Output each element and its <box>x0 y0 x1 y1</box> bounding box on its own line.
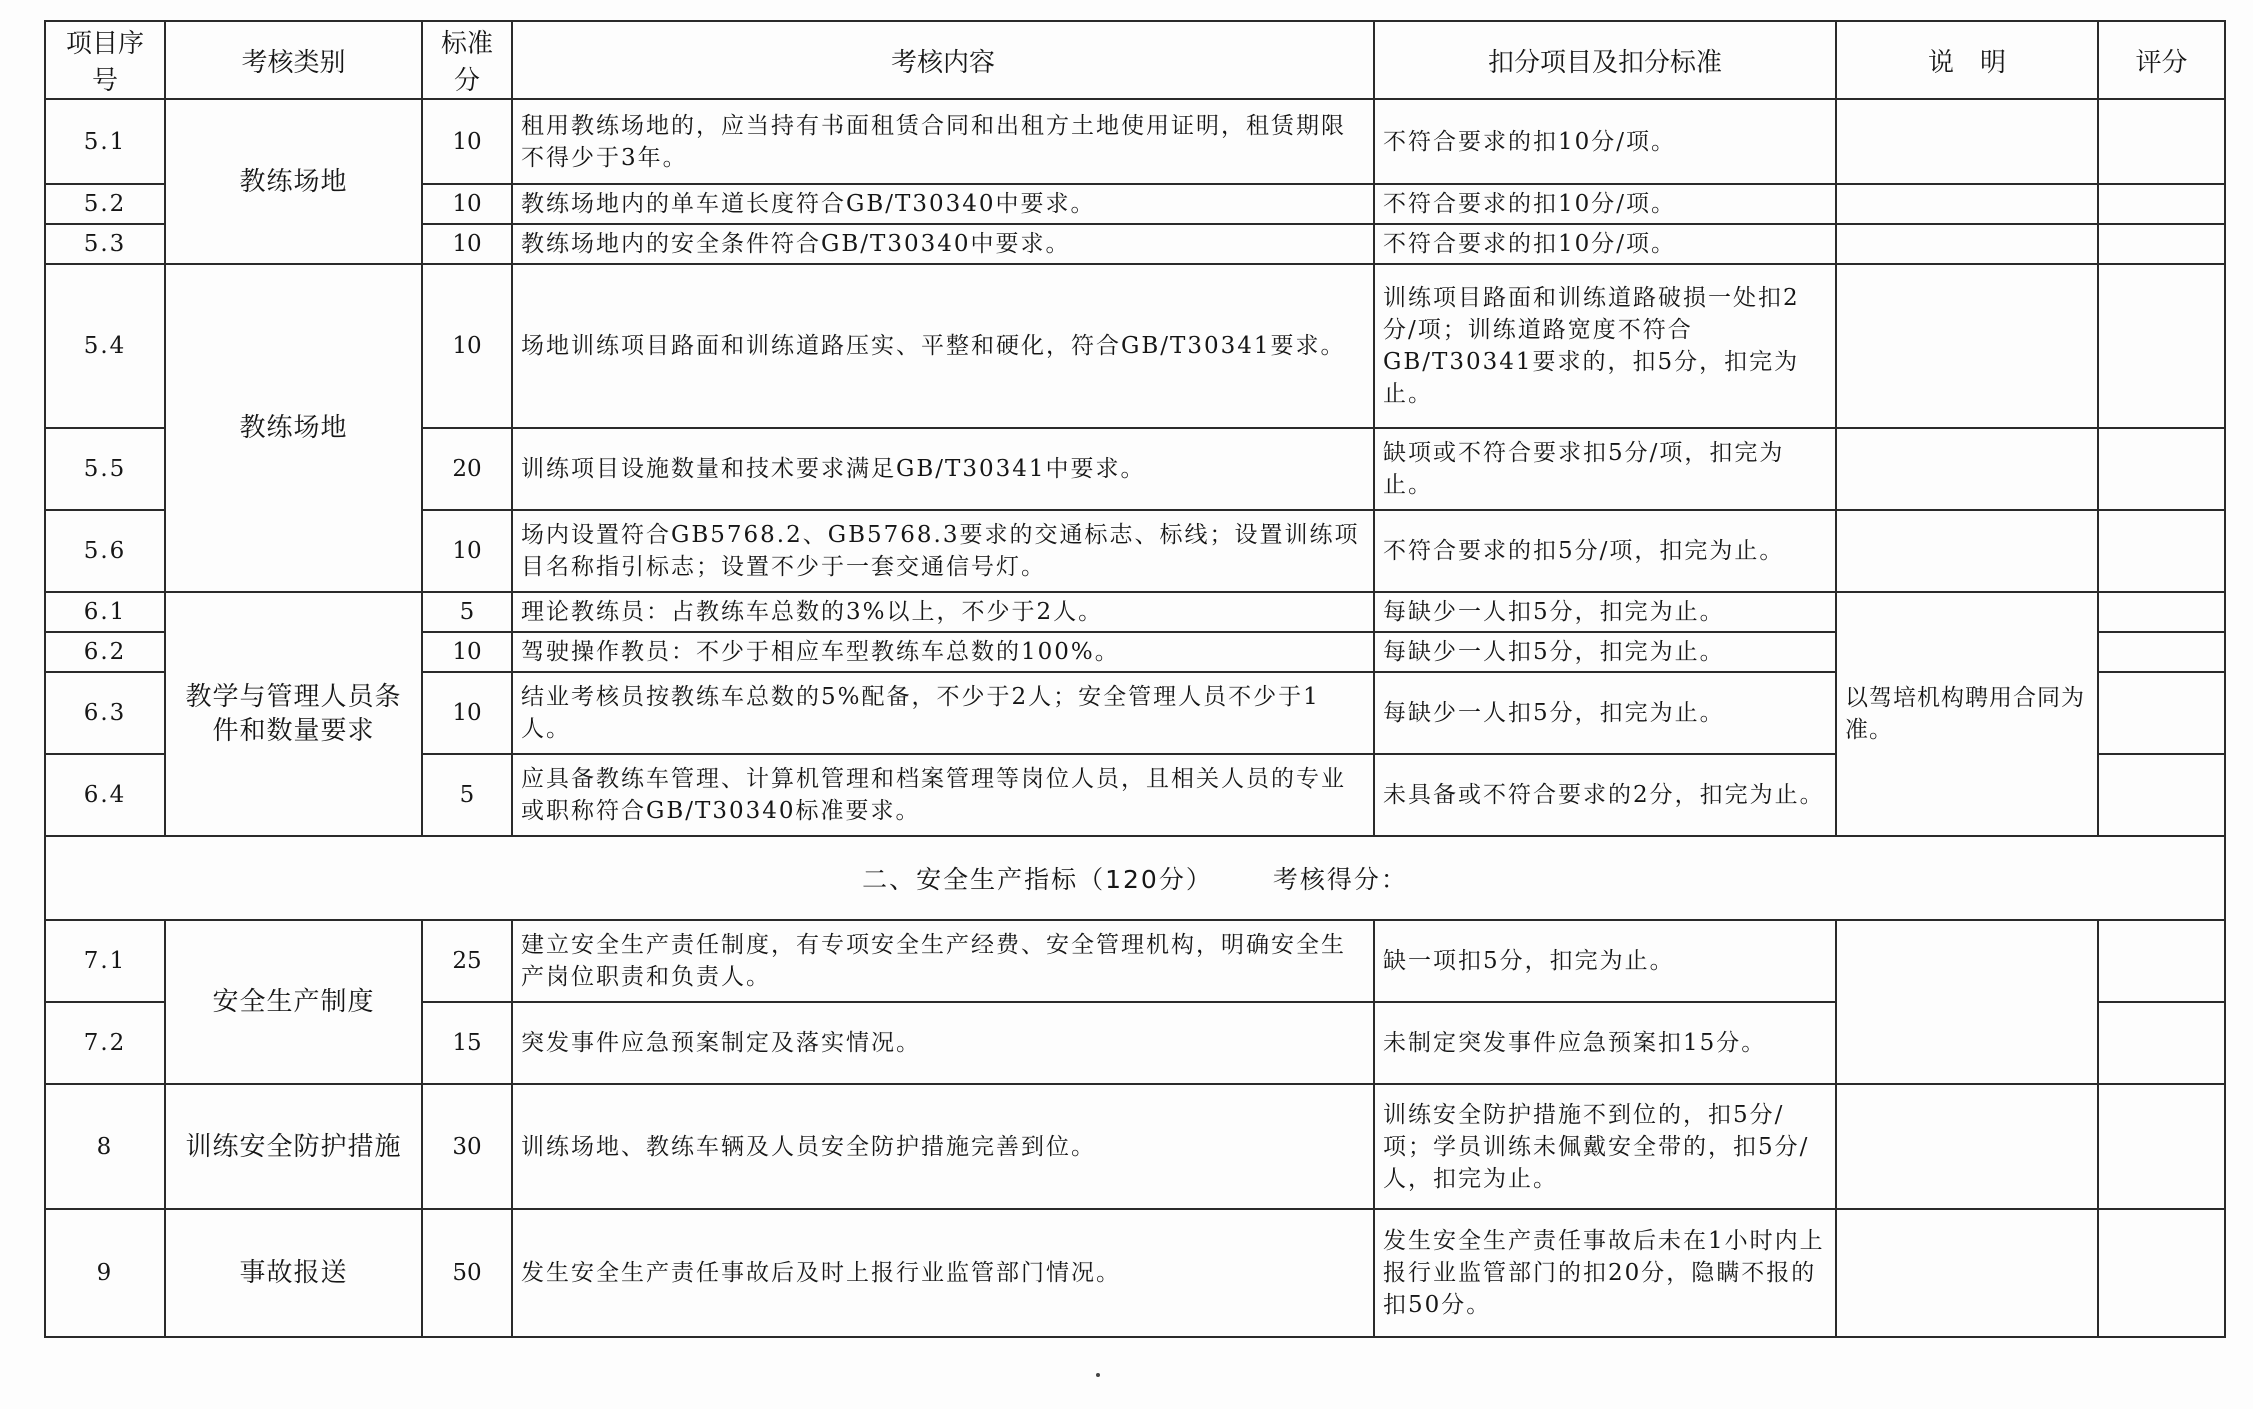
note-cell <box>1836 1084 2098 1209</box>
rating-cell[interactable] <box>2098 428 2225 510</box>
header-item-no: 项目序号 <box>45 21 165 99</box>
deduction-cell: 训练安全防护措施不到位的，扣5分/项；学员训练未佩戴安全带的，扣5分/人，扣完为止。 <box>1374 1084 1836 1209</box>
header-standard-score: 标准分 <box>422 21 512 99</box>
header-rating: 评分 <box>2098 21 2225 99</box>
table-row <box>45 264 2225 428</box>
deduction-cell: 缺一项扣5分，扣完为止。 <box>1374 920 1836 1002</box>
header-row <box>45 21 2225 99</box>
header-content: 考核内容 <box>512 21 1374 99</box>
note-cell <box>1836 1209 2098 1337</box>
score-cell: 25 <box>422 920 512 1002</box>
section-row <box>45 836 2225 920</box>
deduction-cell: 未制定突发事件应急预案扣15分。 <box>1374 1002 1836 1084</box>
content-cell: 训练场地、教练车辆及人员安全防护措施完善到位。 <box>512 1084 1374 1209</box>
item-no-cell: 6.3 <box>45 672 165 754</box>
assessment-table <box>44 20 2226 1338</box>
score-cell: 15 <box>422 1002 512 1084</box>
deduction-cell: 每缺少一人扣5分，扣完为止。 <box>1374 592 1836 632</box>
category-cell: 事故报送 <box>165 1209 422 1337</box>
score-cell: 50 <box>422 1209 512 1337</box>
score-cell: 10 <box>422 224 512 264</box>
score-cell: 30 <box>422 1084 512 1209</box>
score-cell: 10 <box>422 510 512 592</box>
scan-speck <box>1096 1373 1100 1377</box>
category-cell: 教练场地 <box>165 99 422 264</box>
item-no-cell: 8 <box>45 1084 165 1209</box>
content-cell: 结业考核员按教练车总数的5%配备，不少于2人；安全管理人员不少于1人。 <box>512 672 1374 754</box>
content-cell: 场内设置符合GB5768.2、GB5768.3要求的交通标志、标线；设置训练项目名称指引标志；设置不少于一套交通信号灯。 <box>512 510 1374 592</box>
table-row <box>45 592 2225 632</box>
item-no-cell: 5.6 <box>45 510 165 592</box>
rating-cell[interactable] <box>2098 99 2225 184</box>
content-cell: 理论教练员：占教练车总数的3%以上，不少于2人。 <box>512 592 1374 632</box>
deduction-cell: 每缺少一人扣5分，扣完为止。 <box>1374 672 1836 754</box>
score-cell: 10 <box>422 264 512 428</box>
score-cell: 10 <box>422 99 512 184</box>
category-cell: 教学与管理人员条件和数量要求 <box>165 592 422 836</box>
content-cell: 发生安全生产责任事故后及时上报行业监管部门情况。 <box>512 1209 1374 1337</box>
rating-cell[interactable] <box>2098 1209 2225 1337</box>
deduction-cell: 缺项或不符合要求扣5分/项，扣完为止。 <box>1374 428 1836 510</box>
item-no-cell: 6.4 <box>45 754 165 836</box>
deduction-cell: 训练项目路面和训练道路破损一处扣2分/项；训练道路宽度不符合GB/T30341要求的，扣5分，扣完为止。 <box>1374 264 1836 428</box>
score-cell: 20 <box>422 428 512 510</box>
section-score-label: 考核得分： <box>1272 865 1408 894</box>
item-no-cell: 7.2 <box>45 1002 165 1084</box>
deduction-cell: 不符合要求的扣10分/项。 <box>1374 224 1836 264</box>
score-cell: 10 <box>422 672 512 754</box>
content-cell: 教练场地内的单车道长度符合GB/T30340中要求。 <box>512 184 1374 224</box>
rating-cell[interactable] <box>2098 672 2225 754</box>
rating-cell[interactable] <box>2098 510 2225 592</box>
item-no-cell: 5.3 <box>45 224 165 264</box>
rating-cell[interactable] <box>2098 592 2225 632</box>
category-cell: 训练安全防护措施 <box>165 1084 422 1209</box>
rating-cell[interactable] <box>2098 1002 2225 1084</box>
content-cell: 场地训练项目路面和训练道路压实、平整和硬化，符合GB/T30341要求。 <box>512 264 1374 428</box>
score-cell: 10 <box>422 184 512 224</box>
deduction-cell: 未具备或不符合要求的2分，扣完为止。 <box>1374 754 1836 836</box>
deduction-cell: 发生安全生产责任事故后未在1小时内上报行业监管部门的扣20分，隐瞒不报的扣50分。 <box>1374 1209 1836 1337</box>
score-cell: 5 <box>422 754 512 836</box>
deduction-cell: 不符合要求的扣5分/项，扣完为止。 <box>1374 510 1836 592</box>
content-cell: 教练场地内的安全条件符合GB/T30340中要求。 <box>512 224 1374 264</box>
rating-cell[interactable] <box>2098 184 2225 224</box>
content-cell: 应具备教练车管理、计算机管理和档案管理等岗位人员，且相关人员的专业或职称符合GB/T30340标准要求。 <box>512 754 1374 836</box>
category-cell: 安全生产制度 <box>165 920 422 1084</box>
item-no-cell: 5.1 <box>45 99 165 184</box>
section-header <box>45 836 2225 920</box>
item-no-cell: 5.5 <box>45 428 165 510</box>
header-deduction: 扣分项目及扣分标准 <box>1374 21 1836 99</box>
rating-cell[interactable] <box>2098 632 2225 672</box>
rating-cell[interactable] <box>2098 1084 2225 1209</box>
content-cell: 驾驶操作教员：不少于相应车型教练车总数的100%。 <box>512 632 1374 672</box>
item-no-cell: 9 <box>45 1209 165 1337</box>
table-row <box>45 1209 2225 1337</box>
category-cell: 教练场地 <box>165 264 422 592</box>
rating-cell[interactable] <box>2098 224 2225 264</box>
table-row <box>45 920 2225 1002</box>
deduction-cell: 不符合要求的扣10分/项。 <box>1374 99 1836 184</box>
table-row <box>45 99 2225 184</box>
item-no-cell: 5.4 <box>45 264 165 428</box>
content-cell: 突发事件应急预案制定及落实情况。 <box>512 1002 1374 1084</box>
note-cell <box>1836 920 2098 1084</box>
note-cell: 以驾培机构聘用合同为准。 <box>1836 592 2098 836</box>
header-note: 说 明 <box>1836 21 2098 99</box>
rating-cell[interactable] <box>2098 264 2225 428</box>
note-cell <box>1836 264 2098 428</box>
item-no-cell: 6.2 <box>45 632 165 672</box>
content-cell: 训练项目设施数量和技术要求满足GB/T30341中要求。 <box>512 428 1374 510</box>
header-category: 考核类别 <box>165 21 422 99</box>
deduction-cell: 不符合要求的扣10分/项。 <box>1374 184 1836 224</box>
table-row <box>45 1084 2225 1209</box>
content-cell: 建立安全生产责任制度，有专项安全生产经费、安全管理机构，明确安全生产岗位职责和负责人。 <box>512 920 1374 1002</box>
rating-cell[interactable] <box>2098 920 2225 1002</box>
note-cell <box>1836 99 2098 184</box>
content-cell: 租用教练场地的，应当持有书面租赁合同和出租方土地使用证明，租赁期限不得少于3年。 <box>512 99 1374 184</box>
item-no-cell: 6.1 <box>45 592 165 632</box>
item-no-cell: 7.1 <box>45 920 165 1002</box>
item-no-cell: 5.2 <box>45 184 165 224</box>
note-cell <box>1836 184 2098 224</box>
section-title: 二、安全生产指标（120分） <box>862 865 1213 894</box>
score-cell: 10 <box>422 632 512 672</box>
note-cell <box>1836 224 2098 264</box>
deduction-cell: 每缺少一人扣5分，扣完为止。 <box>1374 632 1836 672</box>
note-cell <box>1836 428 2098 510</box>
rating-cell[interactable] <box>2098 754 2225 836</box>
note-cell <box>1836 510 2098 592</box>
score-cell: 5 <box>422 592 512 632</box>
